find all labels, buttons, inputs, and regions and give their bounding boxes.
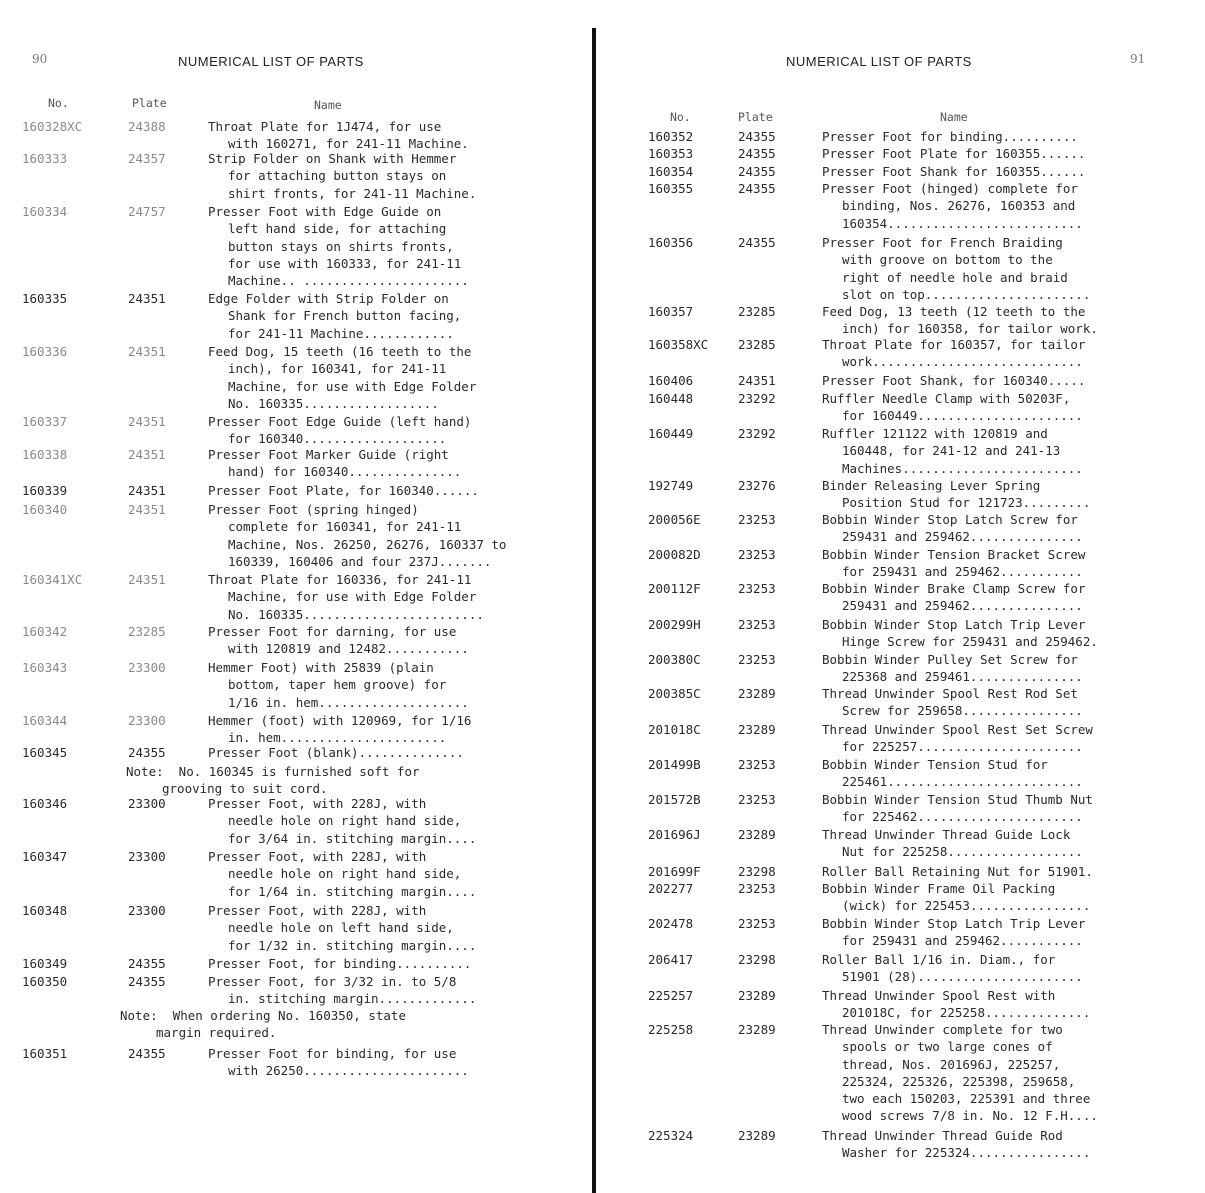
part-name [208, 623, 469, 658]
plate-number: 24757 [128, 204, 166, 219]
part-name-line: Ruffler Needle Clamp with 50203F, [822, 391, 1071, 406]
part-name-line: Presser Foot Shank, for 160340..... [822, 373, 1086, 388]
part-name [208, 343, 476, 412]
part-name-line: thread, Nos. 201696J, 225257, [842, 1056, 1061, 1072]
part-name-line: (wick) for 225453................ [842, 898, 1091, 914]
plate-number: 24355 [128, 745, 166, 760]
note-line: Note: When ordering No. 160350, state [120, 1008, 406, 1023]
part-name [208, 150, 476, 202]
part-name [822, 303, 1098, 338]
part-number: 201699F [648, 864, 701, 879]
part-name-line: Bobbin Winder Stop Latch Trip Lever [822, 617, 1086, 632]
part-name-line: Bobbin Winder Stop Latch Screw for [822, 512, 1078, 527]
part-name-line: Presser Foot for binding, for use [208, 1046, 457, 1061]
part-number: 201499B [648, 757, 701, 772]
part-name-line: Presser Foot with Edge Guide on [208, 204, 442, 219]
part-name-line: for 3/64 in. stitching margin.... [228, 830, 477, 846]
part-name-line: Presser Foot Marker Guide (right [208, 447, 449, 462]
plate-number: 23253 [738, 757, 776, 772]
part-name-line: Binder Releasing Lever Spring [822, 478, 1041, 493]
part-number: 200380C [648, 652, 701, 667]
part-name-line: Ruffler 121122 with 120819 and [822, 426, 1048, 441]
part-number: 225257 [648, 988, 694, 1003]
part-number: 160339 [22, 483, 68, 498]
part-name [208, 290, 461, 342]
part-name-line: in. hem...................... [228, 730, 447, 746]
plate-number: 23285 [738, 304, 776, 319]
plate-number: 24355 [738, 164, 776, 179]
part-name-line: for 160449...................... [842, 408, 1083, 424]
part-name-line: for attaching button stays on [228, 168, 447, 184]
plate-number: 24357 [128, 151, 166, 166]
part-name-line: Shank for French button facing, [228, 308, 462, 324]
plate-number: 23253 [738, 581, 776, 596]
part-name [822, 425, 1083, 477]
part-name-line: for 1/64 in. stitching margin.... [228, 883, 477, 899]
part-name-line: in. stitching margin............. [228, 991, 477, 1007]
part-number: 160338 [22, 447, 68, 462]
part-name-line: 225461.......................... [842, 774, 1083, 790]
part-name-line: Machine.. ...................... [228, 273, 469, 289]
part-name-line: Presser Foot Plate, for 160340...... [208, 483, 479, 498]
part-name [822, 863, 1093, 880]
plate-number: 23253 [738, 916, 776, 931]
part-number: 200299H [648, 617, 701, 632]
part-number: 160449 [648, 426, 694, 441]
page-number: 91 [1130, 52, 1146, 66]
part-name-line: button stays on shirts fronts, [228, 238, 454, 254]
part-name-line: Presser Foot, with 228J, with [208, 903, 427, 918]
plate-number: 24355 [128, 1046, 166, 1061]
part-name-line: Presser Foot for French Braiding [822, 235, 1063, 250]
part-name-line: Position Stud for 121723......... [842, 495, 1091, 511]
part-name-line: Machine, for use with Edge Folder [228, 378, 477, 394]
part-name [208, 413, 471, 448]
part-name [822, 336, 1085, 371]
part-name-line: Presser Foot, for 3/32 in. to 5/8 [208, 974, 457, 989]
part-number: 192749 [648, 478, 694, 493]
part-name-line: Strip Folder on Shank with Hemmer [208, 151, 457, 166]
part-number: 160342 [22, 624, 68, 639]
part-name-line: for 1/32 in. stitching margin.... [228, 937, 477, 953]
column-header-name: Name [940, 110, 968, 124]
part-name-line: Throat Plate for 1J474, for use [208, 119, 442, 134]
part-name-line: Thread Unwinder Spool Rest Rod Set [822, 686, 1078, 701]
part-name [208, 571, 484, 623]
part-number: 225258 [648, 1022, 694, 1037]
part-name [822, 128, 1078, 145]
part-number: 160336 [22, 344, 68, 359]
part-name-line: Edge Folder with Strip Folder on [208, 291, 449, 306]
part-name [822, 546, 1085, 581]
part-number: 160351 [22, 1046, 68, 1061]
part-number: 160448 [648, 391, 694, 406]
part-name [208, 712, 471, 747]
part-name-line: Bobbin Winder Brake Clamp Screw for [822, 581, 1086, 596]
plate-number: 23298 [738, 952, 776, 967]
part-number: 160357 [648, 304, 694, 319]
page-number: 90 [32, 52, 48, 66]
part-name-line: Hinge Screw for 259431 and 259462. [842, 634, 1098, 650]
part-name-line: Presser Foot, with 228J, with [208, 849, 427, 864]
column-header-plate: Plate [132, 96, 167, 110]
part-name [208, 955, 471, 972]
part-name-line: Presser Foot, for binding.......... [208, 956, 472, 971]
part-name-line: right of needle hole and braid [842, 269, 1068, 285]
part-name-line: Thread Unwinder Spool Rest Set Screw [822, 722, 1093, 737]
page-title: NUMERICAL LIST OF PARTS [178, 54, 364, 69]
part-name-line: Bobbin Winder Tension Stud Thumb Nut [822, 792, 1093, 807]
part-name-line: Presser Foot (hinged) complete for [822, 181, 1078, 196]
part-name-line: Presser Foot for binding.......... [822, 129, 1078, 144]
part-number: 160344 [22, 713, 68, 728]
part-number: 202478 [648, 916, 694, 931]
part-name-line: Feed Dog, 13 teeth (12 teeth to the [822, 304, 1086, 319]
plate-number: 23253 [738, 881, 776, 896]
part-name-line: Roller Ball Retaining Nut for 51901. [822, 864, 1093, 879]
part-name [822, 372, 1085, 389]
part-number: 160343 [22, 660, 68, 675]
part-name-line: Thread Unwinder complete for two [822, 1022, 1063, 1037]
part-name [822, 1021, 1098, 1125]
plate-number: 23289 [738, 1022, 776, 1037]
part-number: 160337 [22, 414, 68, 429]
part-number: 201018C [648, 722, 701, 737]
column-header-no: No. [670, 110, 691, 124]
part-name [208, 482, 479, 499]
part-name-line: needle hole on right hand side, [228, 866, 462, 882]
part-number: 160354 [648, 164, 694, 179]
part-name-line: for 259431 and 259462........... [842, 564, 1083, 580]
part-name [208, 118, 469, 153]
part-number: 225324 [648, 1128, 694, 1143]
part-name [208, 659, 469, 711]
part-number: 160335 [22, 291, 68, 306]
plate-number: 24351 [128, 344, 166, 359]
part-name-line: two each 150203, 225391 and three [842, 1091, 1091, 1107]
part-name [208, 795, 476, 847]
part-name [208, 848, 476, 900]
part-name-line: Presser Foot (blank).............. [208, 745, 464, 760]
plate-number: 24355 [128, 956, 166, 971]
part-name-line: 160448, for 241-12 and 241-13 [842, 443, 1061, 459]
part-name-line: Presser Foot Plate for 160355...... [822, 146, 1086, 161]
part-name-line: binding, Nos. 26276, 160353 and [842, 198, 1076, 214]
part-number: 160406 [648, 373, 694, 388]
part-name [822, 511, 1083, 546]
part-number: 160345 [22, 745, 68, 760]
note-line: margin required. [156, 1025, 277, 1040]
part-name-line: Feed Dog, 15 teeth (16 teeth to the [208, 344, 472, 359]
part-name-line: 51901 (28)...................... [842, 969, 1083, 985]
part-name-line: Thread Unwinder Spool Rest with [822, 988, 1056, 1003]
part-name-line: with groove on bottom to the [842, 252, 1053, 268]
plate-number: 24355 [738, 146, 776, 161]
part-name [822, 951, 1083, 986]
part-name-line: with 160271, for 241-11 Machine. [228, 136, 469, 152]
part-name-line: Throat Plate for 160336, for 241-11 [208, 572, 472, 587]
part-name-line: Bobbin Winder Tension Stud for [822, 757, 1048, 772]
plate-number: 23289 [738, 1128, 776, 1143]
part-number: 160334 [22, 204, 68, 219]
part-name-line: Screw for 259658................ [842, 703, 1083, 719]
part-number: 201696J [648, 827, 701, 842]
part-name-line: inch) for 160358, for tailor work. [842, 321, 1098, 337]
part-name-line: 201018C, for 225258.............. [842, 1005, 1091, 1021]
part-number: 160350 [22, 974, 68, 989]
part-name [822, 685, 1083, 720]
part-name-line: shirt fronts, for 241-11 Machine. [228, 185, 477, 201]
part-name [208, 973, 476, 1008]
part-name-line: for 259431 and 259462........... [842, 933, 1083, 949]
part-name-line: hand) for 160340............... [228, 464, 462, 480]
part-number: 160352 [648, 129, 694, 144]
part-number: 206417 [648, 952, 694, 967]
part-name-line: Hemmer (foot) with 120969, for 1/16 [208, 713, 472, 728]
plate-number: 24351 [128, 502, 166, 517]
plate-number: 23300 [128, 849, 166, 864]
part-name-line: left hand side, for attaching [228, 221, 447, 237]
part-name [822, 915, 1085, 950]
part-name-line: Machine, for use with Edge Folder [228, 589, 477, 605]
plate-number: 23300 [128, 796, 166, 811]
part-number: 200056E [648, 512, 701, 527]
part-name [822, 651, 1083, 686]
part-name [822, 1127, 1090, 1162]
part-name-line: Nut for 225258.................. [842, 844, 1083, 860]
part-number: 160346 [22, 796, 68, 811]
part-name-line: complete for 160341, for 241-11 [228, 519, 462, 535]
part-name-line: wood screws 7/8 in. No. 12 F.H.... [842, 1108, 1098, 1124]
part-name [208, 203, 469, 289]
page-title: NUMERICAL LIST OF PARTS [786, 54, 972, 69]
part-name-line: Presser Foot, with 228J, with [208, 796, 427, 811]
part-name-line: needle hole on left hand side, [228, 920, 454, 936]
plate-number: 23289 [738, 988, 776, 1003]
part-number: 160353 [648, 146, 694, 161]
part-name-line: Roller Ball 1/16 in. Diam., for [822, 952, 1056, 967]
part-name-line: for 160340................... [228, 431, 447, 447]
part-name-line: needle hole on right hand side, [228, 813, 462, 829]
part-name [208, 902, 476, 954]
part-number: 200385C [648, 686, 701, 701]
right-page [600, 0, 1205, 1193]
part-name [822, 987, 1090, 1022]
part-name-line: Bobbin Winder Frame Oil Packing [822, 881, 1056, 896]
part-name-line: inch), for 160341, for 241-11 [228, 361, 447, 377]
part-name-line: No. 160335.................. [228, 395, 439, 411]
part-name-line: for 241-11 Machine............ [228, 325, 454, 341]
part-number: 200082D [648, 547, 701, 562]
plate-number: 23298 [738, 864, 776, 879]
part-name-line: Bobbin Winder Tension Bracket Screw [822, 547, 1086, 562]
part-number: 160356 [648, 235, 694, 250]
part-name-line: Hemmer Foot) with 25839 (plain [208, 660, 434, 675]
plate-number: 23253 [738, 652, 776, 667]
note-line: grooving to suit cord. [162, 781, 328, 796]
plate-number: 24351 [128, 291, 166, 306]
part-number: 160348 [22, 903, 68, 918]
plate-number: 24355 [738, 181, 776, 196]
part-name-line: 259431 and 259462............... [842, 598, 1083, 614]
plate-number: 23289 [738, 827, 776, 842]
plate-number: 23276 [738, 478, 776, 493]
part-number: 200112F [648, 581, 701, 596]
part-name [822, 390, 1083, 425]
plate-number: 23285 [128, 624, 166, 639]
part-name-line: No. 160335........................ [228, 606, 484, 622]
part-name [822, 163, 1085, 180]
part-name [822, 580, 1085, 615]
part-name [208, 446, 461, 481]
part-name [822, 145, 1085, 162]
part-name-line: 1/16 in. hem.................... [228, 694, 469, 710]
plate-number: 24355 [738, 129, 776, 144]
left-page [0, 0, 590, 1193]
part-name [822, 826, 1083, 861]
part-name [822, 880, 1090, 915]
part-name [822, 756, 1083, 791]
plate-number: 23253 [738, 547, 776, 562]
part-name-line: Presser Foot Shank for 160355...... [822, 164, 1086, 179]
part-number: 160333 [22, 151, 68, 166]
part-name-line: bottom, taper hem groove) for [228, 677, 447, 693]
plate-number: 24388 [128, 119, 166, 134]
part-name-line: Washer for 225324................ [842, 1145, 1091, 1161]
part-name-line: work............................ [842, 354, 1083, 370]
part-name-line: Presser Foot (spring hinged) [208, 502, 419, 517]
part-name-line: for 225257...................... [842, 739, 1083, 755]
part-name [822, 477, 1090, 512]
part-number: 160341XC [22, 572, 83, 587]
part-number: 201572B [648, 792, 701, 807]
part-name [208, 1045, 469, 1080]
part-name [822, 791, 1093, 826]
plate-number: 23300 [128, 713, 166, 728]
part-number: 202277 [648, 881, 694, 896]
part-name-line: Thread Unwinder Thread Guide Lock [822, 827, 1071, 842]
part-number: 160347 [22, 849, 68, 864]
plate-number: 23253 [738, 512, 776, 527]
part-name [822, 180, 1083, 232]
part-number: 160355 [648, 181, 694, 196]
part-name-line: spools or two large cones of [842, 1039, 1053, 1055]
part-name-line: Machine, Nos. 26250, 26276, 160337 to [228, 536, 507, 552]
plate-number: 23289 [738, 686, 776, 701]
plate-number: 23289 [738, 722, 776, 737]
note-line: Note: No. 160345 is furnished soft for [126, 764, 420, 779]
part-name-line: 225368 and 259461............... [842, 669, 1083, 685]
plate-number: 24351 [128, 483, 166, 498]
plate-number: 23292 [738, 391, 776, 406]
part-name-line: for use with 160333, for 241-11 [228, 255, 462, 271]
part-name [822, 234, 1090, 303]
plate-number: 23253 [738, 792, 776, 807]
plate-number: 23300 [128, 660, 166, 675]
part-name [208, 501, 506, 570]
part-name-line: Thread Unwinder Thread Guide Rod [822, 1128, 1063, 1143]
part-name [822, 721, 1093, 756]
part-name-line: 225324, 225326, 225398, 259658, [842, 1073, 1076, 1089]
part-name-line: with 26250...................... [228, 1063, 469, 1079]
part-name-line: 160354.......................... [842, 215, 1083, 231]
part-number: 160349 [22, 956, 68, 971]
part-number: 160328XC [22, 119, 83, 134]
page-gutter [592, 28, 596, 1193]
part-number: 160358XC [648, 337, 709, 352]
part-name-line: 160339, 160406 and four 237J....... [228, 553, 492, 569]
plate-number: 24351 [738, 373, 776, 388]
part-name-line: Bobbin Winder Stop Latch Trip Lever [822, 916, 1086, 931]
part-name-line: 259431 and 259462............... [842, 529, 1083, 545]
part-number: 160340 [22, 502, 68, 517]
part-name-line: slot on top...................... [842, 286, 1091, 302]
plate-number: 24355 [128, 974, 166, 989]
plate-number: 23253 [738, 617, 776, 632]
column-header-name: Name [314, 98, 342, 112]
plate-number: 23292 [738, 426, 776, 441]
part-name [208, 744, 464, 761]
plate-number: 23285 [738, 337, 776, 352]
plate-number: 24351 [128, 447, 166, 462]
part-name-line: Bobbin Winder Pulley Set Screw for [822, 652, 1078, 667]
plate-number: 24355 [738, 235, 776, 250]
part-name-line: Presser Foot Edge Guide (left hand) [208, 414, 472, 429]
column-header-plate: Plate [738, 110, 773, 124]
part-name-line: Presser Foot for darning, for use [208, 624, 457, 639]
part-name [822, 616, 1098, 651]
part-name-line: with 120819 and 12482........... [228, 641, 469, 657]
column-header-no: No. [48, 96, 69, 110]
plate-number: 23300 [128, 903, 166, 918]
part-name-line: Machines........................ [842, 460, 1083, 476]
part-name-line: for 225462...................... [842, 809, 1083, 825]
part-name-line: Throat Plate for 160357, for tailor [822, 337, 1086, 352]
plate-number: 24351 [128, 572, 166, 587]
plate-number: 24351 [128, 414, 166, 429]
